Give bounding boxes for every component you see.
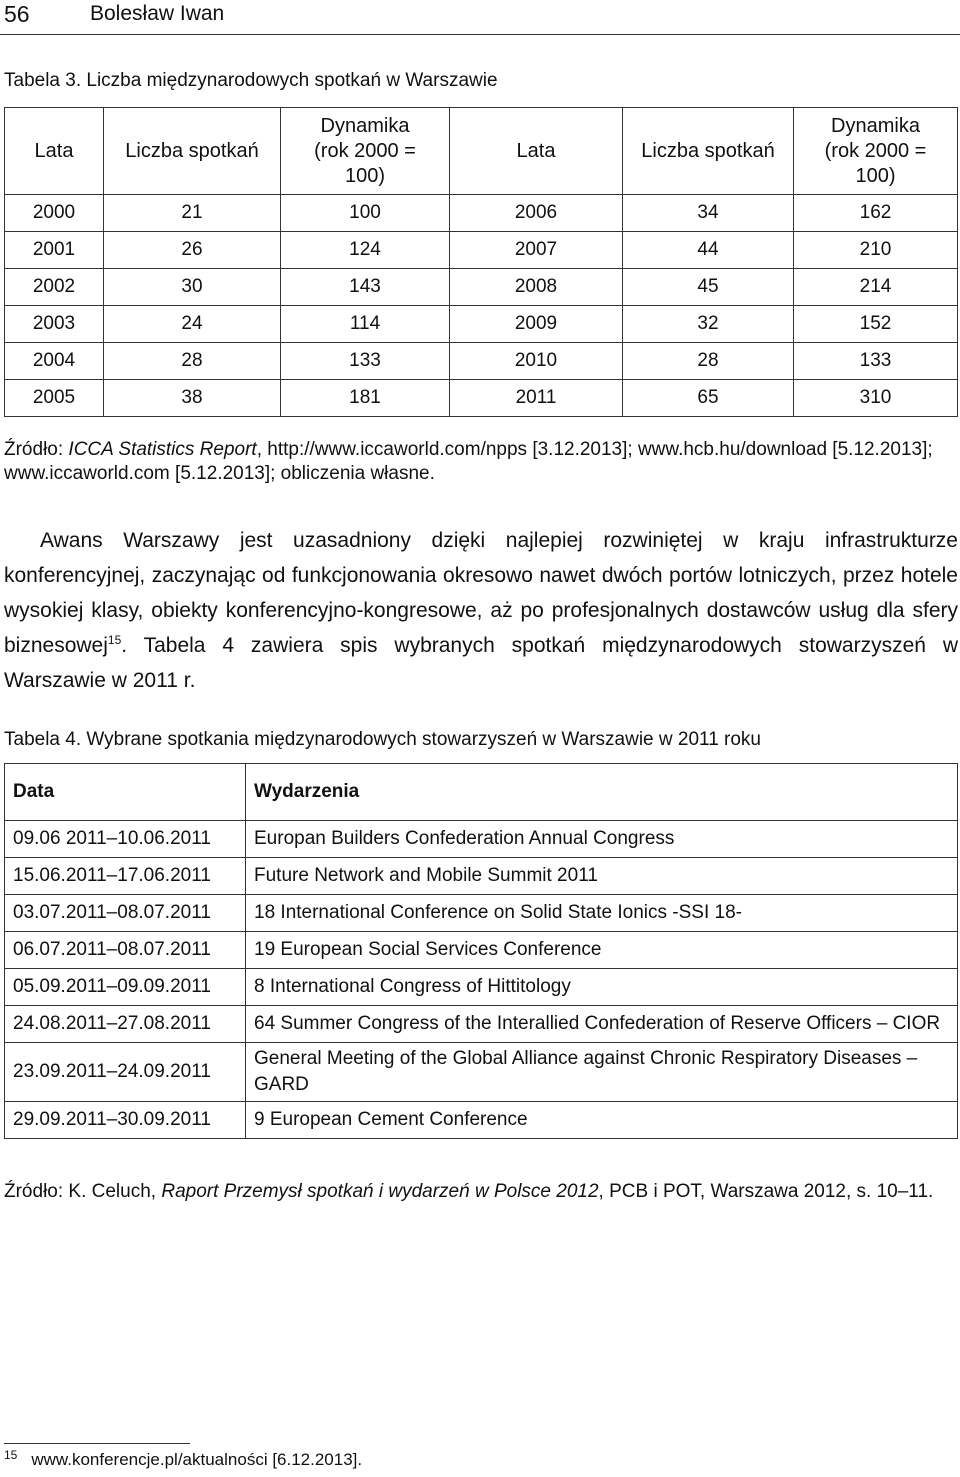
table-cell: 24 [104, 306, 281, 343]
table-cell: 28 [623, 343, 794, 380]
header-lata: Lata [450, 108, 623, 195]
table4 [4, 763, 958, 1139]
table-row [5, 306, 958, 343]
table3 [4, 107, 958, 417]
table-row [5, 343, 958, 380]
table-row [5, 932, 958, 969]
header-liczba: Liczba spotkań [623, 108, 794, 195]
table-cell: 28 [104, 343, 281, 380]
event-date: 29.09.2011–30.09.2011 [5, 1102, 246, 1139]
table4-caption: Tabela 4. Wybrane spotkania międzynarodowych stowarzyszeń w Warszawie w 2011 roku [4, 729, 762, 750]
table-cell: 133 [794, 343, 958, 380]
footnote-ref[interactable]: 15 [107, 633, 122, 647]
table3-header-row [5, 108, 958, 195]
table-cell: 2008 [450, 269, 623, 306]
table-cell: 310 [794, 380, 958, 417]
table-cell: 133 [281, 343, 450, 380]
page-header [0, 0, 960, 36]
table-cell: 114 [281, 306, 450, 343]
table-row [5, 858, 958, 895]
event-name: 18 International Conference on Solid State Ionics -SSI 18- [246, 895, 958, 932]
table-row [5, 969, 958, 1006]
table-row [5, 269, 958, 306]
table-cell: 2011 [450, 380, 623, 417]
running-title: Bolesław Iwan [90, 2, 225, 25]
table-cell: 30 [104, 269, 281, 306]
header-events: Wydarzenia [246, 764, 958, 821]
footnote [4, 1450, 362, 1470]
footnote-rule [4, 1443, 190, 1444]
table-cell: 2005 [5, 380, 104, 417]
body-paragraph: Awans Warszawy jest uzasadniony dzięki najlepiej rozwiniętej w kraju infrastrukturze konferencyjnej, zaczynając od funkcjonowania okresowo nawet dwóch portów lotniczych, przez hotele wysokiej klasy, obiekty konferencyjno-kongresowe, aż po profesjonalnych dostawców usług dla sfery biznesowej$^{15}$. Tabela 4 zawiera spis wybranych spotkań międzynarodowych stowarzyszeń w Warszawie w 2011 r. [4, 529, 958, 692]
table-cell: 65 [623, 380, 794, 417]
table-cell: 2003 [5, 306, 104, 343]
event-date: 05.09.2011–09.09.2011 [5, 969, 246, 1006]
table-cell: 162 [794, 195, 958, 232]
header-dynamika: Dynamika (rok 2000 = 100) [281, 108, 450, 195]
table-cell: 2009 [450, 306, 623, 343]
event-name: 9 European Cement Conference [246, 1102, 958, 1139]
event-name: 64 Summer Congress of the Interallied Confederation of Reserve Officers – CIOR [246, 1006, 958, 1043]
table-cell: 210 [794, 232, 958, 269]
table4-header-row [5, 764, 958, 821]
table3-caption: Tabela 3. Liczba międzynarodowych spotkań w Warszawie [4, 70, 498, 91]
table-cell: 2004 [5, 343, 104, 380]
table-cell: 181 [281, 380, 450, 417]
table-cell: 2006 [450, 195, 623, 232]
table-cell: 21 [104, 195, 281, 232]
table-cell: 44 [623, 232, 794, 269]
table4-source: Źródło: K. Celuch, Raport Przemysł spotkań i wydarzeń w Polsce 2012, PCB i POT, Warszawa 2012, s. 10–11. [4, 1181, 934, 1202]
source-title: Raport Przemysł spotkań i wydarzeń w Polsce 2012 [161, 1181, 599, 1202]
header-dynamika: Dynamika (rok 2000 = 100) [794, 108, 958, 195]
table-cell: 214 [794, 269, 958, 306]
table-row [5, 380, 958, 417]
table-cell: 34 [623, 195, 794, 232]
table-row [5, 232, 958, 269]
table-cell: 2000 [5, 195, 104, 232]
event-name: Future Network and Mobile Summit 2011 [246, 858, 958, 895]
event-name: 8 International Congress of Hittitology [246, 969, 958, 1006]
table-cell: 152 [794, 306, 958, 343]
header-date: Data [5, 764, 246, 821]
event-date: 09.06 2011–10.06.2011 [5, 821, 246, 858]
event-name: General Meeting of the Global Alliance against Chronic Respiratory Diseases –GARD [246, 1043, 958, 1102]
header-rule [0, 34, 960, 35]
footnote-number: 15 [4, 1448, 18, 1462]
table3-source: Źródło: ICCA Statistics Report, http://www.iccaworld.com/npps [3.12.2013]; www.hcb.hu/download [5.12.2013]; www.iccaworld.com [5.12.2013]; obliczenia własne. [4, 439, 933, 484]
table-row [5, 1043, 958, 1102]
table-row [5, 821, 958, 858]
table-cell: 143 [281, 269, 450, 306]
page-number: 56 [4, 1, 30, 27]
table-row [5, 1006, 958, 1043]
footnote-text: www.konferencje.pl/aktualności [6.12.2013]. [31, 1450, 363, 1469]
header-liczba: Liczba spotkań [104, 108, 281, 195]
table-row [5, 1102, 958, 1139]
table-cell: 26 [104, 232, 281, 269]
event-name: Europan Builders Confederation Annual Congress [246, 821, 958, 858]
header-lata: Lata [5, 108, 104, 195]
table-cell: 2010 [450, 343, 623, 380]
event-date: 23.09.2011–24.09.2011 [5, 1043, 246, 1102]
source-title: ICCA Statistics Report [68, 439, 257, 460]
table-cell: 2007 [450, 232, 623, 269]
table-row [5, 895, 958, 932]
table-row [5, 195, 958, 232]
table-cell: 2002 [5, 269, 104, 306]
event-date: 24.08.2011–27.08.2011 [5, 1006, 246, 1043]
table-cell: 124 [281, 232, 450, 269]
table-cell: 2001 [5, 232, 104, 269]
event-date: 03.07.2011–08.07.2011 [5, 895, 246, 932]
table-cell: 38 [104, 380, 281, 417]
event-date: 06.07.2011–08.07.2011 [5, 932, 246, 969]
table-cell: 32 [623, 306, 794, 343]
event-name: 19 European Social Services Conference [246, 932, 958, 969]
table-cell: 100 [281, 195, 450, 232]
table-cell: 45 [623, 269, 794, 306]
event-date: 15.06.2011–17.06.2011 [5, 858, 246, 895]
